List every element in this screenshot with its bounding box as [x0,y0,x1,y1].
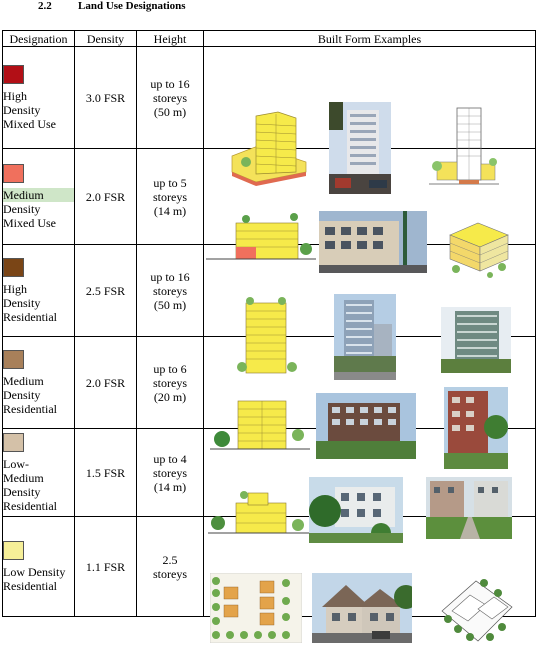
mid-rise-elevation-drawing-image [206,209,316,269]
house-axonometric-image [438,571,514,657]
header-height: Height [137,31,204,47]
house-photo-image [312,573,412,643]
townhouse-courtyard-photo-image [426,477,512,539]
designation-line: Mixed Use [3,116,56,131]
designation-line: Density [3,484,41,499]
tower-photo-image [329,102,391,194]
height-line: (20 m) [153,389,187,404]
tower-sketch-image [226,104,316,192]
height-line: (50 m) [153,297,187,312]
height-cell [137,47,204,149]
mid-rise-residential-photo-image [316,393,416,459]
height-cell [137,245,204,337]
designation-line: Low Density [3,564,66,579]
mid-rise-residential-drawing-image [210,395,310,457]
designation-cell [3,429,75,517]
density-cell: 3.0 FSR [75,47,137,149]
density-cell: 1.1 FSR [75,517,137,617]
height-cell [137,337,204,429]
color-swatch [3,164,24,183]
height-cell [137,429,204,517]
designation-line: Residential [3,401,57,416]
low-rise-elevation-drawing-image [208,485,314,545]
height-line: up to 5 [153,175,187,190]
section-number: 2.2 [38,0,52,12]
residential-tower-photo-2-image [441,307,511,373]
designation-line: Density [3,387,41,402]
townhouse-photo-image [309,477,403,543]
density-cell: 2.0 FSR [75,337,137,429]
height-line: storeys [153,283,187,298]
color-swatch [3,433,24,452]
designation-line: Medium [3,470,44,485]
density-cell: 2.5 FSR [75,245,137,337]
land-use-table [2,30,536,617]
tower-section-drawing-image [429,102,499,194]
designation-line: Residential [3,498,57,513]
designation-line: Density [3,102,41,117]
designation-line: Medium [3,373,44,388]
designation-cell [3,337,75,429]
designation-cell [3,47,75,149]
header-built-form-examples: Built Form Examples [204,31,536,47]
designation-line: Low- [3,456,29,471]
height-line: (14 m) [153,479,187,494]
header-designation: Designation [3,31,75,47]
designation-cell [3,517,75,617]
mixed-use-axonometric-image [444,205,514,285]
mixed-use-street-photo-image [319,211,427,273]
table-header-row [3,31,536,47]
height-line: up to 16 [150,269,190,284]
residential-tower-photo-image [334,294,396,380]
color-swatch [3,65,24,84]
designation-line: Density [3,201,41,216]
height-line: storeys [153,375,187,390]
height-line: storeys [153,566,187,581]
height-cell [137,517,204,617]
height-line: storeys [153,90,187,105]
height-line: (14 m) [153,203,187,218]
color-swatch [3,258,24,277]
section-header [0,0,536,18]
height-line: storeys [153,189,187,204]
examples-cell [204,47,536,149]
designation-cell [3,149,75,245]
height-line: 2.5 [162,552,178,567]
designation-line: Residential [3,578,57,593]
designation-line: Residential [3,309,57,324]
table-row [3,47,536,149]
height-line: up to 6 [153,361,187,376]
height-line: storeys [153,465,187,480]
height-line: (50 m) [153,104,187,119]
designation-line: Mixed Use [3,215,56,230]
designation-cell [3,245,75,337]
density-cell: 2.0 FSR [75,149,137,245]
height-cell [137,149,204,245]
color-swatch [3,541,24,560]
residential-tower-drawing-image [226,297,306,379]
color-swatch [3,350,24,369]
mid-rise-residential-photo-2-image [444,387,508,469]
designation-line: Medium [3,188,74,202]
section-title: Land Use Designations [78,0,186,12]
density-cell: 1.5 FSR [75,429,137,517]
designation-line: High [3,88,27,103]
header-density: Density [75,31,137,47]
designation-line: Density [3,295,41,310]
height-line: up to 16 [150,76,190,91]
site-plan-drawing-image [210,573,302,643]
height-line: up to 4 [153,451,187,466]
designation-line: High [3,281,27,296]
